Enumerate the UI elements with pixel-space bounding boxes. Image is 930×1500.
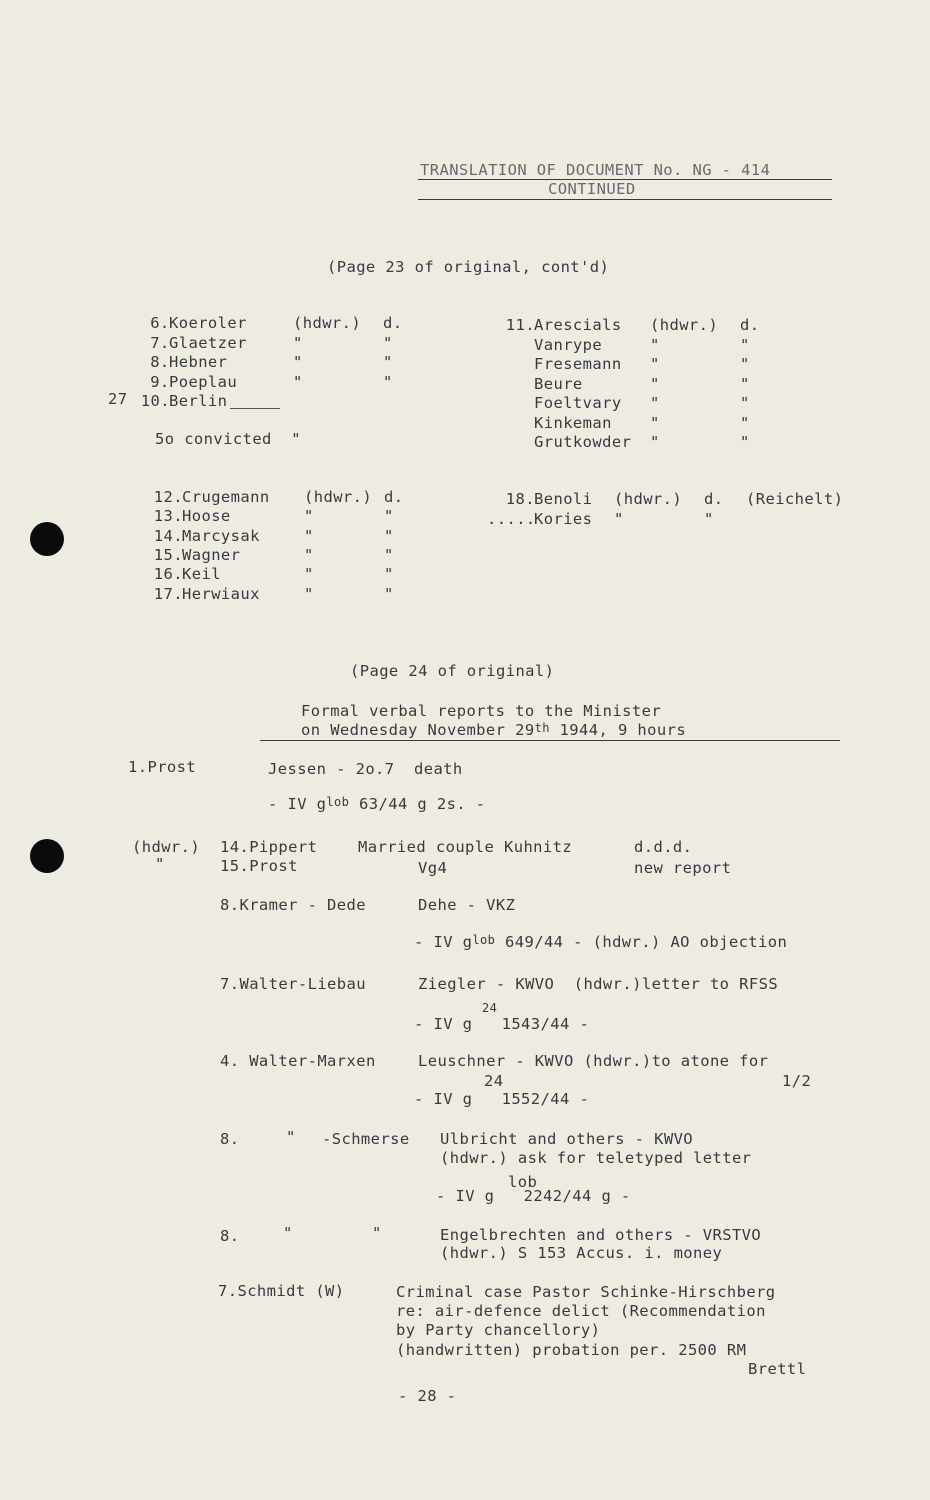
page-23-reference: (Page 23 of original, cont'd) — [327, 258, 610, 276]
block2-left-num: 17. — [153, 584, 183, 603]
block2-right-name: Benoli — [534, 490, 593, 508]
block2-left-mark: " — [384, 526, 394, 545]
block2-left-name: Marcysak — [182, 526, 260, 545]
header-underline-2 — [418, 199, 832, 200]
block1-right-name: Vanrype — [534, 335, 603, 354]
entry-walter-liebau-ref: - IV g 1543/44 - — [414, 1015, 590, 1033]
entry-engelbrechten-text2: (hdwr.) S 153 Accus. i. money — [440, 1244, 723, 1262]
entry-engelbrechten-ditto1: " — [283, 1224, 293, 1242]
doc-header-continued: CONTINUED — [548, 180, 636, 198]
block2-left-name: Hoose — [182, 507, 231, 526]
margin-number-27: 27 — [108, 390, 128, 408]
block1-right-name: Grutkowder — [534, 433, 632, 451]
entry-prost2-text: Vg4 — [418, 859, 448, 877]
entry-schmidt-text2: re: air-defence delict (Recommendation — [396, 1302, 766, 1320]
block2-left-num: 15. — [153, 545, 183, 564]
block1-right-mark: " — [740, 335, 750, 354]
block1-right-name: Foeltvary — [534, 394, 622, 412]
block1-right-mark: " — [740, 394, 750, 412]
block2-left-note: " — [304, 526, 314, 545]
block2-right-extra: (Reichelt) — [746, 490, 844, 508]
punch-hole-top — [30, 522, 64, 556]
block2-left-name: Crugemann — [182, 488, 270, 506]
block1-right-note: " — [650, 335, 660, 354]
block1-left-note: " — [293, 372, 303, 391]
entry-schmidt-name: 7.Schmidt (W) — [218, 1282, 345, 1300]
block1-left-note: " — [293, 333, 303, 352]
block1-left-mark: " — [383, 372, 393, 391]
entry-schmerse-sup: lob — [508, 1173, 538, 1191]
entry-walter-marxen-text: Leuschner - KWVO (hdwr.)to atone for — [418, 1052, 769, 1070]
entry-pippert-text: Married couple Kuhnitz — [358, 838, 573, 856]
entry-kramer-name: 8.Kramer - Dede — [220, 896, 366, 914]
block1-right-mark: " — [740, 413, 750, 432]
berlin-underline — [230, 408, 280, 409]
block2-right-mark: " — [704, 509, 714, 528]
entry-prost-name: 1.Prost — [128, 758, 197, 776]
block2-right-name: Kories — [534, 509, 593, 528]
block1-left-name: Glaetzer — [169, 333, 247, 352]
block2-left-name: Herwiaux — [182, 584, 260, 603]
entry-kramer-ref: - IV $g^{lob}$ 649/44 - (hdwr.) AO objection — [414, 933, 788, 951]
entry-engelbrechten-num: 8. — [220, 1227, 240, 1245]
entry-hdwr-label: (hdwr.) — [132, 838, 201, 856]
entry-prost2-name: 15.Prost — [220, 857, 298, 875]
block1-right-num: 11. — [505, 316, 535, 334]
block2-left-mark: " — [384, 565, 394, 584]
block1-right-mark: " — [740, 355, 750, 373]
entry-engelbrechten-ditto2: " — [372, 1224, 382, 1242]
block1-left-name: Poeplau — [169, 372, 238, 391]
block2-left-note: " — [304, 584, 314, 603]
block1-right-mark: " — [740, 433, 750, 451]
report-title-underline — [260, 740, 840, 741]
block1-left-note: " — [293, 353, 303, 371]
block2-left-num: 12. — [153, 488, 183, 506]
entry-walter-marxen-sup: 24 — [484, 1072, 504, 1090]
entry-hdwr-ditto: " — [155, 855, 165, 873]
block2-left-note: " — [304, 507, 314, 526]
entry-walter-liebau-name: 7.Walter-Liebau — [220, 975, 366, 993]
block1-right-name: Fresemann — [534, 355, 622, 373]
block1-left-name: Koeroler — [169, 314, 247, 332]
entry-pippert-result: d.d.d. — [634, 838, 693, 856]
block1-left-mark: " — [383, 353, 393, 371]
entry-prost2-result: new report — [634, 859, 732, 877]
block1-right-note: " — [650, 355, 660, 373]
report-title-line1: Formal verbal reports to the Minister — [301, 702, 662, 720]
entry-pippert-name: 14.Pippert — [220, 838, 318, 856]
block1-right-mark: " — [740, 374, 750, 393]
block2-left-mark: d. — [384, 488, 404, 506]
page-number: - 28 - — [398, 1387, 457, 1405]
entry-kramer-text: Dehe - VKZ — [418, 896, 516, 914]
block1-left-name: Hebner — [169, 353, 228, 371]
entry-schmerse-name: -Schmerse — [322, 1130, 410, 1148]
signature-brettl: Brettl — [748, 1360, 807, 1378]
block1-right-name: Kinkeman — [534, 413, 612, 432]
block2-right-num: ..... — [487, 509, 536, 528]
convicted-line: 5o convicted " — [155, 430, 301, 448]
entry-schmidt-text1: Criminal case Pastor Schinke-Hirschberg — [396, 1283, 776, 1301]
block1-left-name: Berlin — [169, 392, 228, 410]
block1-right-name: Arescials — [534, 316, 622, 334]
entry-walter-marxen-half: 1/2 — [782, 1072, 812, 1090]
block2-left-num: 13. — [153, 507, 183, 526]
block2-right-note: (hdwr.) — [614, 490, 683, 508]
entry-schmidt-text3: by Party chancellory) — [396, 1321, 601, 1339]
block1-right-mark: d. — [740, 316, 760, 334]
page-24-reference: (Page 24 of original) — [350, 662, 555, 680]
block1-right-note: " — [650, 374, 660, 393]
block2-right-mark: d. — [704, 490, 724, 508]
block1-left-num: 7. — [150, 333, 170, 352]
doc-header-title: TRANSLATION OF DOCUMENT No. NG - 414 — [420, 161, 771, 179]
block2-right-num: 18. — [505, 490, 535, 508]
entry-schmerse-ref: - IV g 2242/44 g - — [436, 1187, 631, 1205]
block2-left-num: 16. — [153, 565, 183, 584]
entry-walter-liebau-sup: 24 — [482, 1001, 498, 1015]
block1-left-num: 9. — [150, 372, 170, 391]
entry-schmerse-text2: (hdwr.) ask for teletyped letter — [440, 1149, 752, 1167]
block1-left-mark: d. — [383, 314, 403, 332]
punch-hole-bottom — [30, 839, 64, 873]
entry-prost-text: Jessen - 2o.7 death — [268, 760, 463, 778]
block1-right-note: (hdwr.) — [650, 316, 719, 334]
block2-left-mark: " — [384, 584, 394, 603]
block1-right-note: " — [650, 413, 660, 432]
entry-prost-ref: - IV $g^{lob}$ 63/44 g 2s. - — [268, 795, 486, 813]
report-title-line2: on Wednesday November 29th 1944, 9 hours — [301, 721, 687, 739]
block2-left-mark: " — [384, 545, 394, 564]
entry-schmerse-ditto: " — [286, 1128, 296, 1146]
block1-right-note: " — [650, 433, 660, 451]
block1-right-note: " — [650, 394, 660, 412]
block2-left-name: Keil — [182, 565, 221, 584]
block2-left-mark: " — [384, 507, 394, 526]
block2-left-note: (hdwr.) — [304, 488, 373, 506]
block2-left-note: " — [304, 565, 314, 584]
block2-right-note: " — [614, 509, 624, 528]
block2-left-num: 14. — [153, 526, 183, 545]
block2-left-name: Wagner — [182, 545, 241, 564]
entry-walter-marxen-name: 4. Walter-Marxen — [220, 1052, 376, 1070]
block1-left-num: 6. — [150, 314, 170, 332]
block1-left-num: 8. — [150, 353, 170, 371]
entry-schmidt-text4: (handwritten) probation per. 2500 RM — [396, 1341, 747, 1359]
block1-left-mark: " — [383, 333, 393, 352]
entry-schmerse-text: Ulbricht and others - KWVO — [440, 1130, 694, 1148]
entry-engelbrechten-text: Engelbrechten and others - VRSTVO — [440, 1226, 762, 1244]
entry-walter-marxen-ref: - IV g 1552/44 - — [414, 1090, 590, 1108]
entry-schmerse-num: 8. — [220, 1130, 240, 1148]
block1-left-note: (hdwr.) — [293, 314, 362, 332]
block1-right-name: Beure — [534, 374, 583, 393]
block2-left-note: " — [304, 545, 314, 564]
block1-left-num: 10. — [140, 392, 170, 410]
entry-walter-liebau-text: Ziegler - KWVO (hdwr.)letter to RFSS — [418, 975, 779, 993]
